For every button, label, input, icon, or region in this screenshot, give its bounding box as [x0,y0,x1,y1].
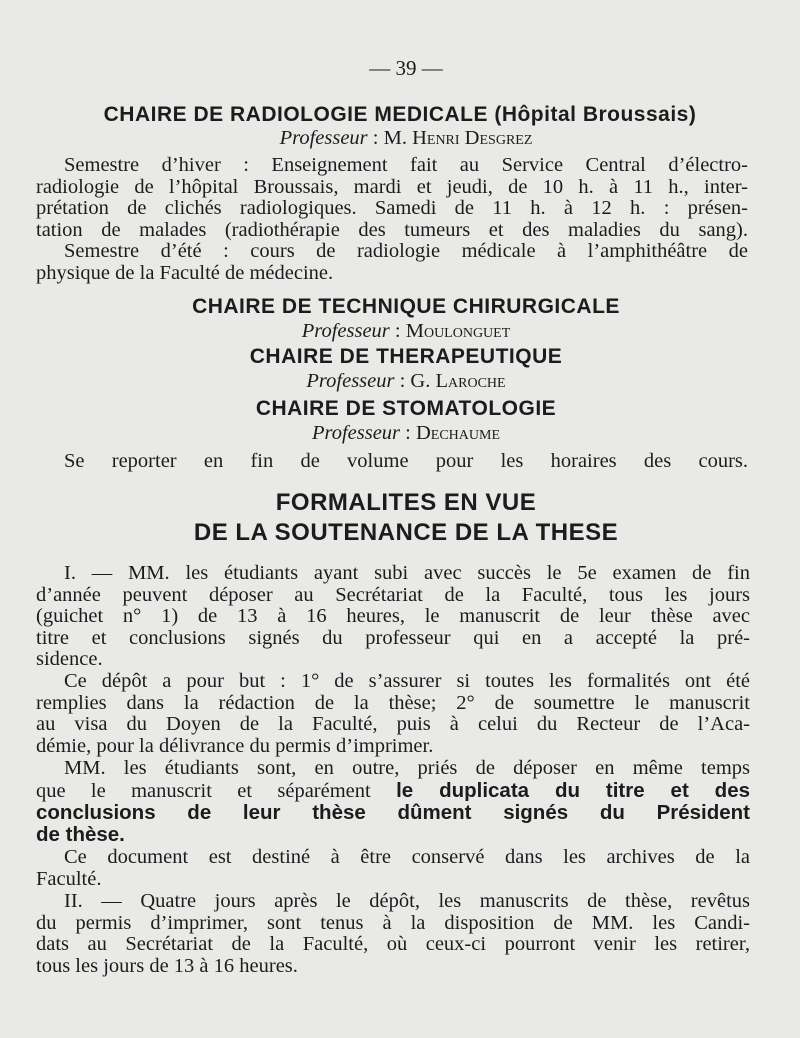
bold-emphasis: de thèse. [36,822,125,846]
text-line: Ce dépôt a pour but : 1° de s’assurer si toutes les formalités ont été [64,670,750,692]
chair-technique-professor [64,321,748,343]
text-line: physique de la Faculté de médecine. [36,261,334,284]
formalites-para4 [36,847,750,890]
formalites-para1 [36,563,750,671]
text-line: dats au Secrétariat de la Faculté, où ceux-ci pourront venir les retirer, [36,933,750,955]
chair-therapeutique-title: CHAIRE DE THERAPEUTIQUE [249,345,563,368]
schedule-note: Se reporter en fin de volume pour les horaires des cours. [64,450,748,472]
formalites-para2 [36,671,750,757]
chair-radiology-body [36,154,748,284]
text-line: démie, pour la délivrance du permis d’imprimer. [36,734,434,757]
professor-name: : M. Henri Desgrez [372,127,533,149]
formalites-title-line1: FORMALITES EN VUE [275,489,537,516]
chair-technique-title: CHAIRE DE TECHNIQUE CHIRURGICALE [192,295,620,318]
formalites-title-line2: DE LA SOUTENANCE DE LA THESE [193,519,619,546]
text-span: que le manuscrit et séparément [36,779,371,802]
text-line [36,780,750,803]
text-line: titre et conclusions signés du professeur qui en a accepté la pré- [36,626,750,649]
chair-radiology-title: CHAIRE DE RADIOLOGIE MEDICALE (Hôpital Broussais) [103,103,697,126]
text-line: au visa du Doyen de la Faculté, puis à celui du Recteur de l’Aca- [36,713,750,735]
text-line: I. — MM. les étudiants ayant subi avec succès le 5e examen de fin [64,562,750,584]
formalites-para5 [36,891,750,977]
bold-emphasis: le duplicata du titre et des [396,778,751,802]
page-number: — 39 — [369,56,443,80]
text-line: Ce document est destiné à être conservé dans les archives de la [64,846,750,868]
formalites-para3 [36,758,750,845]
chair-radiology-professor [64,128,748,150]
chair-stomatologie-professor [64,423,748,445]
professor-label: Professeur [301,320,390,342]
professor-label: Professeur [279,127,368,149]
text-line: radiologie de l’hôpital Broussais, mardi et jeudi, de 10 h. à 11 h., inter- [36,175,748,198]
text-line: Semestre d’été : cours de radiologie médicale à l’amphithéâtre de [64,240,748,262]
text-line: Semestre d’hiver : Enseignement fait au Service Central d’électro- [64,154,748,176]
text-line: d’année peuvent déposer au Secrétariat de la Faculté, tous les jours [36,583,750,606]
text-line: tation de malades (radiothérapie des tumeurs et des maladies du sang). [36,218,748,241]
text-line: (guichet n° 1) de 13 à 16 heures, le manuscrit de leur thèse avec [36,605,750,627]
text-line: remplies dans la rédaction de la thèse; 2° de soumettre le manuscrit [36,691,750,714]
text-line: tous les jours de 13 à 16 heures. [36,954,298,977]
chair-therapeutique-professor [64,371,748,393]
professor-name: : G. Laroche [399,370,506,392]
professor-label: Professeur [311,422,401,444]
professor-name: : Dechaume [405,422,501,444]
text-line: Faculté. [36,867,102,890]
text-line: MM. les étudiants sont, en outre, priés de déposer en même temps [64,757,750,779]
text-line: sidence. [36,648,103,670]
text-line: du permis d’imprimer, sont tenus à la disposition de MM. les Candi- [36,911,750,934]
text-line: II. — Quatre jours après le dépôt, les manuscrits de thèse, revêtus [64,890,750,912]
professor-label: Professeur [306,370,395,392]
chair-stomatologie-title: CHAIRE DE STOMATOLOGIE [255,397,557,420]
professor-name: : Moulonguet [394,320,511,342]
bold-emphasis: conclusions de leur thèse dûment signés du Président [36,801,750,824]
text-line: prétation de clichés radiologiques. Samedi de 11 h. à 12 h. : présen- [36,197,748,219]
